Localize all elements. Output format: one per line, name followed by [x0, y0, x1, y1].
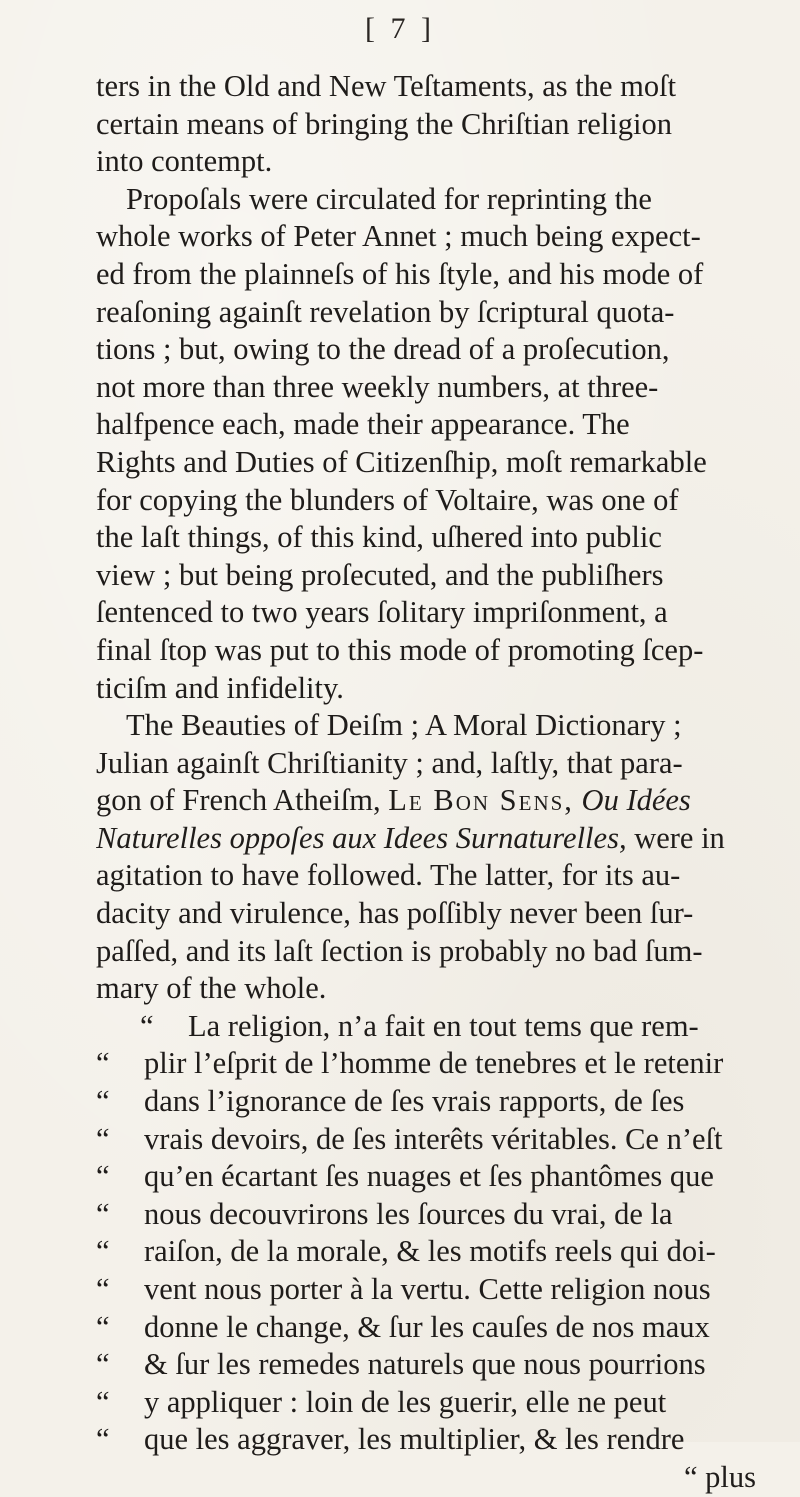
text-line: Julian againſt Chriſtianity ; and, laſtly, that para- [96, 745, 683, 780]
text-fragment: were in [634, 820, 725, 855]
quote-text: dans l’ignorance de ſes vrais rapports, de ſes [144, 1084, 685, 1119]
quote-text: raiſon, de la morale, & les motifs reels qui doi- [144, 1234, 716, 1269]
quote-mark: “ [96, 1347, 110, 1382]
quote-text: que les aggraver, les multiplier, & les rendre [144, 1422, 685, 1457]
text-line: final ſtop was put to this mode of promoting ſcep- [96, 632, 704, 667]
text-line: certain means of bringing the Chriſtian religion [96, 106, 672, 141]
text-line: dacity and virulence, has poſſibly never been ſur- [96, 896, 694, 931]
text-line: view ; but being proſecuted, and the publiſhers [96, 557, 664, 592]
book-title-italic: Naturelles oppoſes aux Idees Surnaturelles, [96, 820, 627, 855]
quote-text: plir l’eſprit de l’homme de tenebres et le retenir [144, 1046, 724, 1081]
text-line: reaſoning againſt revelation by ſcriptural quota- [96, 294, 675, 329]
quote-mark: “ [96, 1422, 110, 1457]
text-line-with-title [96, 820, 760, 858]
text-line: into contempt. [96, 144, 273, 179]
quote-text: & ſur les remedes naturels que nous pourrions [144, 1347, 706, 1382]
quote-line [96, 1346, 760, 1384]
quote-line [96, 1233, 760, 1271]
quote-line [96, 1271, 760, 1309]
quote-mark: “ [96, 1084, 110, 1119]
quote-mark: “ [96, 1196, 110, 1231]
page-number: [ 7 ] [365, 12, 435, 45]
quote-mark: “ [96, 1272, 110, 1306]
text-line: whole works of Peter Annet ; much being expect- [96, 219, 701, 254]
text-line: for copying the blunders of Voltaire, was one of [96, 482, 679, 517]
quote-text: vent nous porter à la vertu. Cette religion nous [144, 1272, 711, 1306]
text-line-with-title [96, 782, 760, 820]
text-line: ters in the Old and New Teſtaments, as the moſt [96, 69, 677, 103]
quote-line [96, 1045, 760, 1083]
quote-text: donne le change, & ſur les cauſes de nos maux [144, 1309, 710, 1344]
quote-line [96, 1121, 760, 1159]
quote-mark: “ [140, 1008, 154, 1043]
text-fragment: gon of French Atheiſm, [96, 783, 381, 818]
paragraph-start-line: The Beauties of Deiſm ; A Moral Dictionary ; [126, 708, 682, 743]
quote-text: nous decouvrirons les ſources du vrai, de la [144, 1196, 673, 1231]
quote-text: y appliquer : loin de les guerir, elle ne peut [144, 1384, 667, 1419]
book-title-smallcaps: Le Bon Sens, [388, 783, 574, 818]
text-line: the laſt things, of this kind, uſhered into public [96, 520, 662, 555]
quote-mark: “ [96, 1384, 110, 1419]
text-line: tions ; but, owing to the dread of a proſecution, [96, 332, 670, 367]
quote-line [96, 1008, 760, 1046]
text-line: ſentenced to two years ſolitary impriſonment, a [96, 595, 668, 630]
quote-mark: “ [683, 1459, 698, 1494]
quote-text: qu’en écartant ſes nuages et ſes phantômes que [144, 1159, 714, 1194]
quote-line [96, 1158, 760, 1196]
quote-line [96, 1196, 760, 1234]
quote-line [96, 1384, 760, 1422]
paragraph-start-line: Propoſals were circulated for reprinting the [126, 181, 652, 216]
text-line: Rights and Duties of Citizenſhip, moſt remarkable [96, 444, 707, 479]
quote-line [96, 1309, 760, 1347]
text-line: agitation to have followed. The latter, for its au- [96, 858, 681, 893]
quote-mark: “ [96, 1234, 110, 1269]
quote-mark: “ [96, 1046, 110, 1081]
text-line: ed from the plainneſs of his ſtyle, and his mode of [96, 256, 704, 291]
text-line: halfpence each, made their appearance. The [96, 407, 630, 442]
text-line: mary of the whole. [96, 971, 327, 1006]
quote-text: vrais devoirs, de ſes interêts véritables. Ce n’eſt [144, 1121, 723, 1156]
catchword-line [96, 1459, 760, 1497]
catchword: plus [705, 1459, 756, 1494]
text-line: paſſed, and its laſt ſection is probably no bad ſum- [96, 933, 703, 968]
book-title-italic: Ou Idées [581, 783, 691, 818]
quote-line [96, 1421, 760, 1459]
quote-line [96, 1083, 760, 1121]
text-line: ticiſm and infidelity. [96, 670, 344, 705]
quote-mark: “ [96, 1121, 110, 1156]
quote-mark: “ [96, 1309, 110, 1344]
quote-text: La religion, n’a fait en tout tems que rem- [188, 1008, 699, 1043]
text-line: not more than three weekly numbers, at three- [96, 369, 659, 404]
quote-mark: “ [96, 1159, 110, 1194]
body-text [96, 68, 760, 1497]
